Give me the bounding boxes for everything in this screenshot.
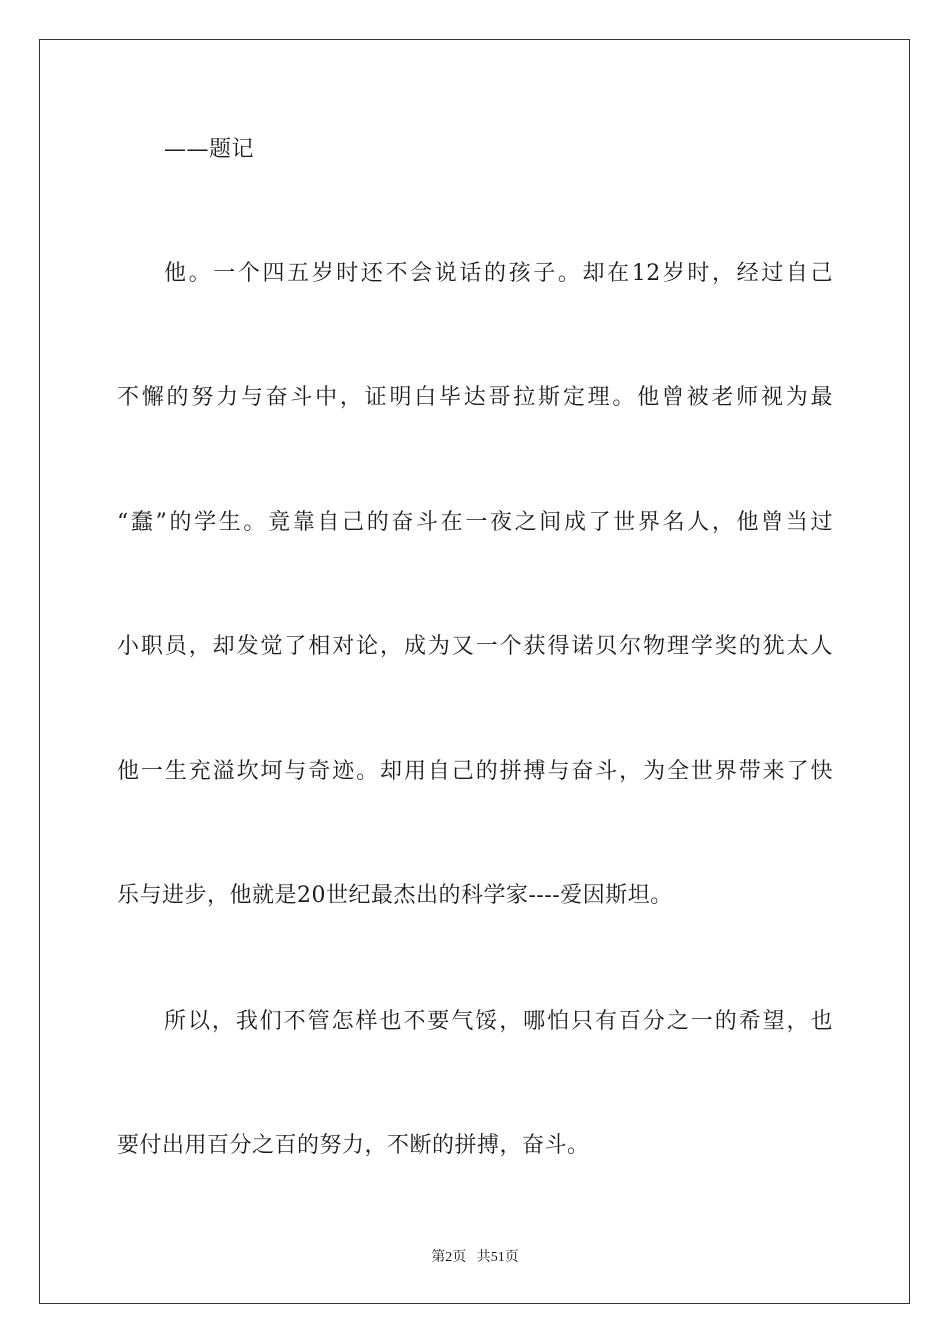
- paragraph-1-line-3: “蠢”的学生。竟靠自己的奋斗在一夜之间成了世界名人，他曾当过: [117, 510, 833, 535]
- paragraph-1-line-2: 不懈的努力与奋斗中，证明白毕达哥拉斯定理。他曾被老师视为最: [117, 385, 833, 410]
- paragraph-1-line-6: 乐与进步，他就是20世纪最杰出的科学家----爱因斯坦。: [117, 883, 673, 908]
- page-border: [39, 39, 910, 1304]
- paragraph-2-line-1: 所以，我们不管怎样也不要气馁，哪怕只有百分之一的希望，也: [164, 1009, 833, 1034]
- paragraph-1-line-5: 他一生充溢坎坷与奇迹。却用自己的拼搏与奋斗，为全世界带来了快: [117, 759, 833, 784]
- paragraph-1-line-1: 他。一个四五岁时还不会说话的孩子。却在12岁时，经过自己: [164, 261, 833, 286]
- paragraph-2-line-2: 要付出用百分之百的努力，不断的拼搏，奋斗。: [117, 1133, 590, 1158]
- page-footer: [0, 1246, 950, 1266]
- paragraph-1-line-4: 小职员，却发觉了相对论，成为又一个获得诺贝尔物理学奖的犹太人: [117, 634, 833, 659]
- page-number: 第2页: [431, 1250, 467, 1265]
- page-total: 共51页: [476, 1250, 519, 1265]
- epigraph-attribution: ——题记: [164, 137, 255, 162]
